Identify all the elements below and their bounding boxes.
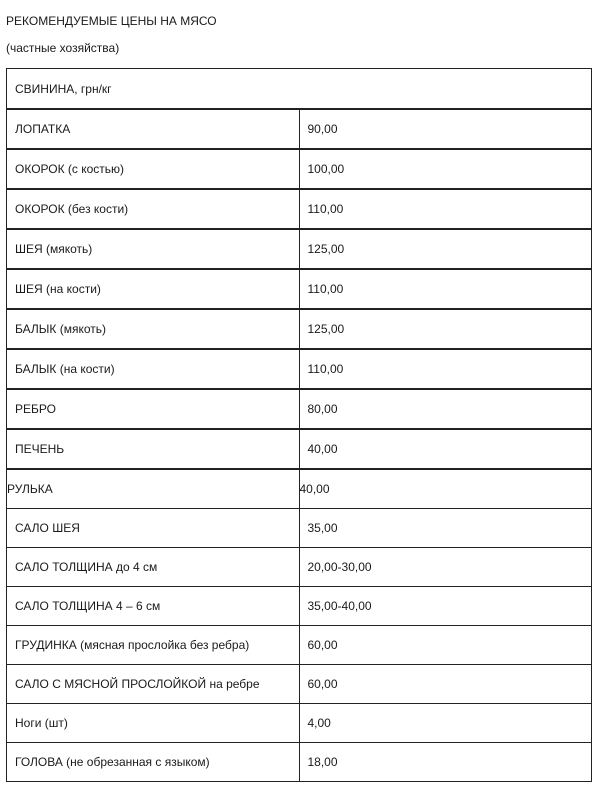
- table-row: [7, 509, 592, 548]
- product-name-cell: ЛОПАТКА: [7, 109, 300, 149]
- product-name-cell: РЕБРО: [7, 389, 300, 429]
- table-row: [7, 743, 592, 782]
- price-cell: 125,00: [299, 229, 592, 269]
- table-row: [7, 548, 592, 587]
- table-row: [7, 704, 592, 743]
- table-row: [7, 665, 592, 704]
- product-name-cell: ОКОРОК (без кости): [7, 189, 300, 229]
- price-cell: 125,00: [299, 309, 592, 349]
- price-cell: 35,00-40,00: [299, 587, 592, 626]
- product-name-cell: ОКОРОК (с костью): [7, 149, 300, 189]
- product-name-cell: ГОЛОВА (не обрезанная с языком): [7, 743, 300, 782]
- product-name-cell: ПЕЧЕНЬ: [7, 429, 300, 469]
- price-cell: 110,00: [299, 189, 592, 229]
- table-row: [7, 349, 592, 389]
- table-row: [7, 149, 592, 189]
- product-name-cell: Ноги (шт): [7, 704, 300, 743]
- table-header-row: [7, 69, 592, 110]
- price-cell: 60,00: [299, 665, 592, 704]
- product-name-cell: ШЕЯ (мякоть): [7, 229, 300, 269]
- product-name-cell: БАЛЫК (мякоть): [7, 309, 300, 349]
- product-name-cell: РУЛЬКА: [7, 469, 300, 509]
- table-row: [7, 109, 592, 149]
- price-cell: 90,00: [299, 109, 592, 149]
- page-subtitle: (частные хозяйства): [6, 41, 120, 55]
- table-row: [7, 587, 592, 626]
- price-cell: 60,00: [299, 626, 592, 665]
- table-row: [7, 389, 592, 429]
- product-name-cell: ГРУДИНКА (мясная прослойка без ребра): [7, 626, 300, 665]
- table-row: [7, 229, 592, 269]
- page-title: РЕКОМЕНДУЕМЫЕ ЦЕНЫ НА МЯСО: [6, 14, 217, 28]
- table-row: [7, 309, 592, 349]
- price-cell: 35,00: [299, 509, 592, 548]
- price-cell: 40,00: [299, 429, 592, 469]
- price-cell: 4,00: [299, 704, 592, 743]
- table-row: [7, 626, 592, 665]
- table-row: [7, 429, 592, 469]
- table-header-cell: СВИНИНА, грн/кг: [7, 69, 592, 110]
- product-name-cell: САЛО ШЕЯ: [7, 509, 300, 548]
- price-table: [6, 68, 592, 782]
- price-cell: 100,00: [299, 149, 592, 189]
- price-cell: 20,00-30,00: [299, 548, 592, 587]
- price-cell: 80,00: [299, 389, 592, 429]
- table-row: [7, 269, 592, 309]
- product-name-cell: ШЕЯ (на кости): [7, 269, 300, 309]
- price-cell: 110,00: [299, 349, 592, 389]
- table-row: [7, 189, 592, 229]
- table-row: [7, 469, 592, 509]
- product-name-cell: САЛО С МЯСНОЙ ПРОСЛОЙКОЙ на ребре: [7, 665, 300, 704]
- product-name-cell: БАЛЫК (на кости): [7, 349, 300, 389]
- product-name-cell: САЛО ТОЛЩИНА 4 – 6 см: [7, 587, 300, 626]
- price-cell: 40,00: [299, 469, 592, 509]
- price-cell: 18,00: [299, 743, 592, 782]
- product-name-cell: САЛО ТОЛЩИНА до 4 см: [7, 548, 300, 587]
- price-cell: 110,00: [299, 269, 592, 309]
